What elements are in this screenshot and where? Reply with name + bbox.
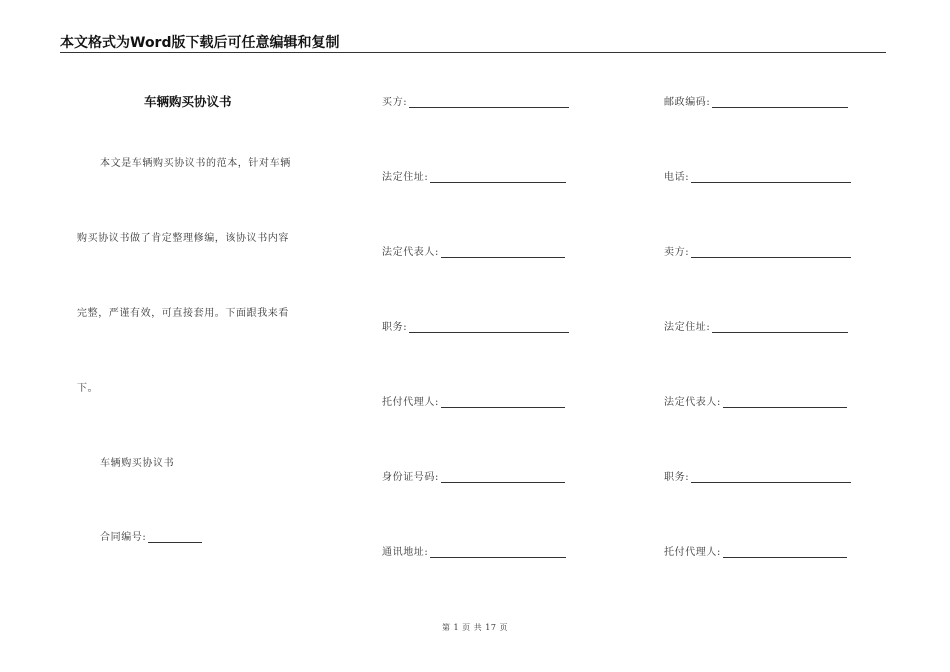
- field-label: 邮政编码:: [664, 97, 711, 108]
- contract-number-label: 合同编号:: [100, 532, 147, 543]
- field-label: 托付代理人:: [664, 547, 721, 558]
- field-label: 托付代理人:: [382, 397, 439, 408]
- intro-line: 购买协议书做了肯定整理修编，该协议书内容: [77, 233, 289, 244]
- seller-field: [664, 243, 851, 258]
- buyer-mailing-address-field: [382, 543, 566, 558]
- field-blank: [723, 396, 847, 408]
- field-label: 电话:: [664, 172, 690, 183]
- page-footer: 第 1 页 共 17 页: [442, 623, 508, 632]
- buyer-position-field: [382, 318, 569, 333]
- seller-address-field: [664, 318, 848, 333]
- field-blank: [723, 546, 847, 558]
- field-label: 法定住址:: [664, 322, 711, 333]
- contract-number-blank: [148, 531, 202, 543]
- field-label: 职务:: [382, 322, 408, 333]
- seller-representative-field: [664, 393, 847, 408]
- field-label: 买方:: [382, 97, 408, 108]
- document-title: 车辆购买协议书: [144, 94, 232, 109]
- field-label: 卖方:: [664, 247, 690, 258]
- intro-line: 下。: [77, 383, 99, 394]
- field-blank: [409, 96, 569, 108]
- field-blank: [712, 96, 848, 108]
- field-blank: [430, 171, 566, 183]
- intro-line: 本文是车辆购买协议书的范本，针对车辆: [100, 158, 291, 169]
- field-blank: [712, 321, 848, 333]
- intro-line: 完整，严谨有效，可直接套用。下面跟我来看: [77, 308, 289, 319]
- buyer-field: [382, 93, 569, 108]
- field-blank: [441, 246, 565, 258]
- banner-text: 本文格式为Word版下载后可任意编辑和复制: [60, 35, 340, 51]
- field-label: 法定住址:: [382, 172, 429, 183]
- document-banner: [60, 34, 886, 53]
- field-label: 法定代表人:: [382, 247, 439, 258]
- buyer-id-number-field: [382, 468, 565, 483]
- field-blank: [441, 396, 565, 408]
- field-blank: [691, 471, 851, 483]
- field-label: 职务:: [664, 472, 690, 483]
- buyer-agent-field: [382, 393, 565, 408]
- field-blank: [441, 471, 565, 483]
- field-label: 身份证号码:: [382, 472, 439, 483]
- field-blank: [409, 321, 569, 333]
- field-blank: [691, 171, 851, 183]
- field-blank: [691, 246, 851, 258]
- section-subtitle: 车辆购买协议书: [100, 458, 175, 469]
- contract-number-field: [100, 528, 202, 543]
- phone-field: [664, 168, 851, 183]
- field-label: 通讯地址:: [382, 547, 429, 558]
- field-label: 法定代表人:: [664, 397, 721, 408]
- seller-position-field: [664, 468, 851, 483]
- field-blank: [430, 546, 566, 558]
- seller-agent-field: [664, 543, 847, 558]
- buyer-representative-field: [382, 243, 565, 258]
- buyer-address-field: [382, 168, 566, 183]
- postal-code-field: [664, 93, 848, 108]
